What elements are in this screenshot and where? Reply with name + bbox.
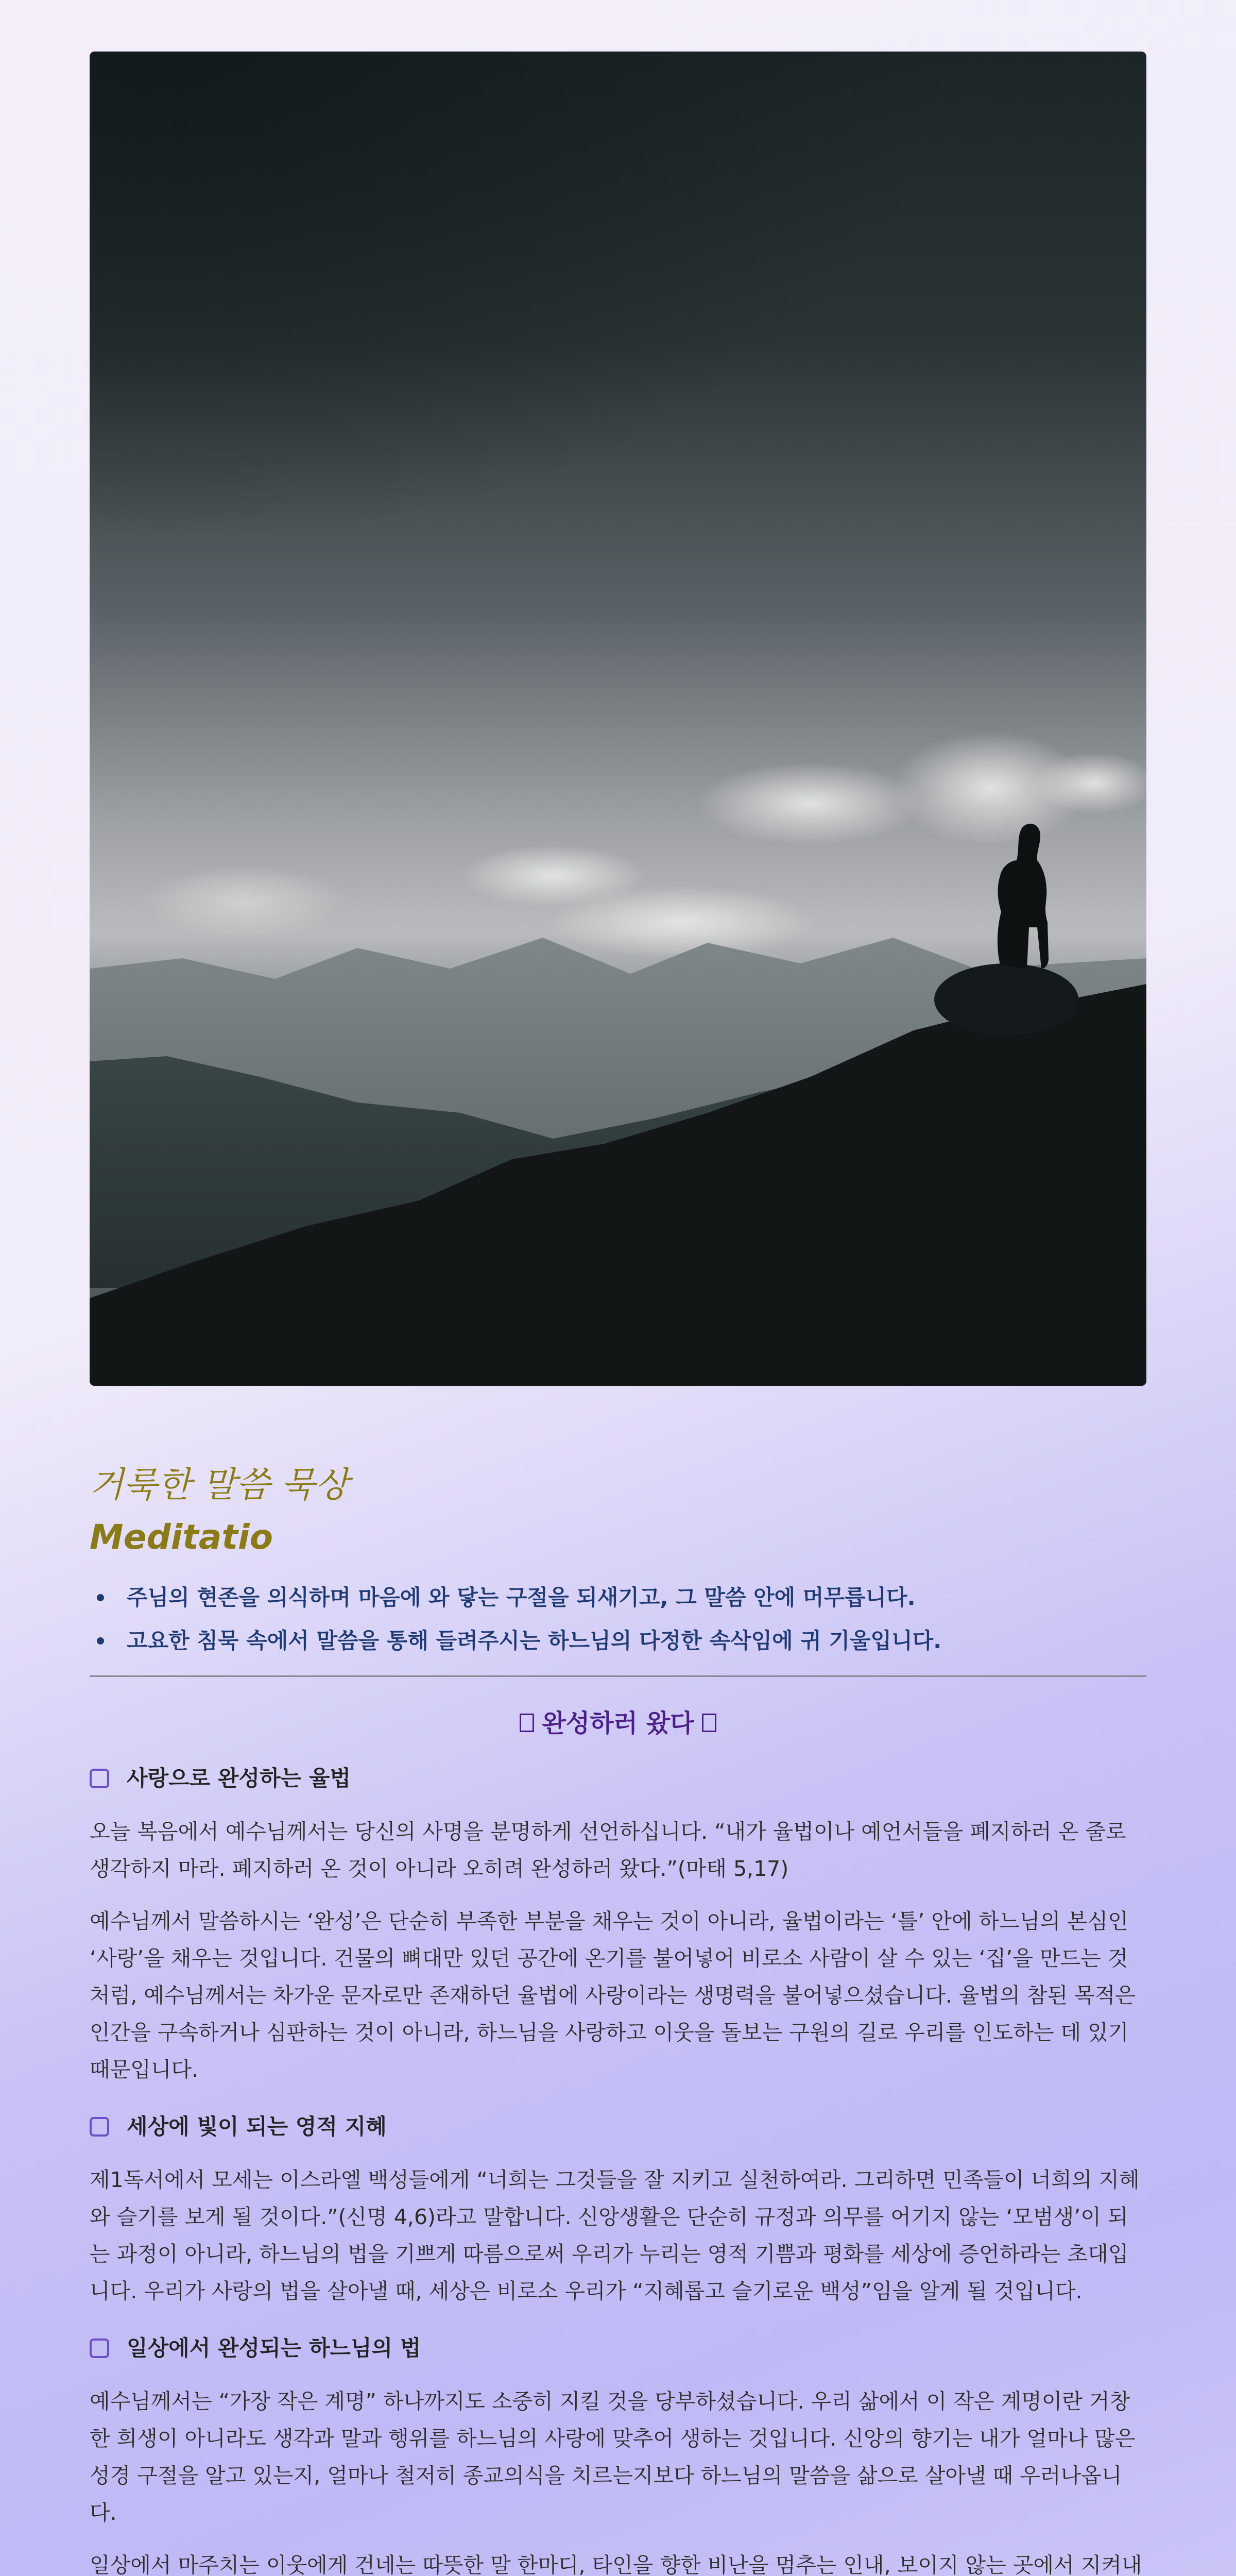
subheading-2: [90, 2112, 1146, 2142]
bullet-icon: [97, 1637, 104, 1645]
intro-item: [127, 1583, 1146, 1613]
subheading-text: 일상에서 완성되는 하느님의 법: [127, 2335, 421, 2361]
intro-item: [127, 1626, 1146, 1656]
intro-item-text: 주님의 현존을 의식하며 마음에 와 닿는 구절을 되새기고, 그 말씀 안에 머무릅니다.: [127, 1585, 916, 1610]
title-english: Meditatio: [90, 1517, 273, 1557]
paragraph: 제1독서에서 모세는 이스라엘 백성들에게 “너희는 그것들을 잘 지키고 실천하여라. 그리하면 민족들이 너희의 지혜와 슬기를 보게 될 것이다.”(신명 4,6)라고 말합니다. 신앙생활은 단순히 규정과 의무를 어기지 않는 ‘모범생’이 되는 과정이 아니라, 하느님의 법을 기쁘게 따름으로써 우리가 누리는 영적 기쁨과 평화를 세상에 증언하라는 초대입니다. 우리가 사랑의 법을 살아낼 때, 세상은 비로소 우리가 “지혜롭고 슬기로운 백성”임을 알게 될 것입니다.: [90, 2167, 1140, 2303]
paragraph: 오늘 복음에서 예수님께서는 당신의 사명을 분명하게 선언하십니다. “내가 율법이나 예언서들을 폐지하러 온 줄로 생각하지 마라. 폐지하러 온 것이 아니라 오히려 완성하러 왔다.”(마태 5,17): [90, 1819, 1126, 1881]
paragraph: 예수님께서 말씀하시는 ‘완성’은 단순히 부족한 부분을 채우는 것이 아니라, 율법이라는 ‘틀’ 안에 하느님의 본심인 ‘사랑’을 채우는 것입니다. 건물의 뼈대만 있던 공간에 온기를 불어넣어 비로소 사람이 살 수 있는 ‘집’을 만드는 것처럼, 예수님께서는 차가운 문자로만 존재하던 율법에 사랑이라는 생명력을 불어넣으셨습니다. 율법의 참된 목적은 인간을 구속하거나 심판하는 것이 아니라, 하느님을 사랑하고 이웃을 돌보는 구원의 길로 우리를 인도하는 데 있기 때문입니다.: [90, 1909, 1136, 2082]
missing-glyph-icon: [702, 1714, 716, 1732]
divider: [90, 1675, 1146, 1677]
bullet-icon: [97, 1594, 104, 1601]
section-heading: [90, 1707, 1146, 1740]
missing-glyph-icon: [520, 1714, 534, 1732]
hero-image: [90, 52, 1146, 1386]
paragraph: 일상에서 마주치는 이웃에게 건네는 따뜻한 말 한마디, 타인을 향한 비난을 멈추는 인내, 보이지 않는 곳에서 지켜내: [90, 2553, 1142, 2576]
subheading-text: 세상에 빛이 되는 영적 지혜: [127, 2114, 387, 2139]
intro-item-text: 고요한 침묵 속에서 말씀을 통해 들려주시는 하느님의 다정한 속삭임에 귀 기울입니다.: [127, 1628, 942, 1653]
silhouette-mountain-image: [90, 52, 1146, 1386]
article: [90, 52, 1146, 2576]
subheading-3: [90, 2333, 1146, 2363]
checkbox-icon: [90, 2338, 109, 2358]
section-heading-text: 완성하러 왔다: [542, 1709, 694, 1738]
checkbox-icon: [90, 1769, 109, 1788]
paragraph: 예수님께서는 “가장 작은 계명” 하나까지도 소중히 지킬 것을 당부하셨습니다. 우리 삶에서 이 작은 계명이란 거창한 희생이 아니라도 생각과 말과 행위를 하느님의 사랑에 맞추어 생하는 것입니다. 신앙의 향기는 내가 얼마나 많은 성경 구절을 알고 있는지, 얼마나 철저히 종교의식을 치르는지보다 하느님의 말씀을 삶으로 살아낼 때 우러나옵니다.: [90, 2389, 1136, 2525]
subheading-1: [90, 1764, 1146, 1793]
title-korean: 거룩한 말씀 묵상: [90, 1465, 349, 1505]
intro-list: [90, 1583, 1146, 1656]
subheading-text: 사랑으로 완성하는 율법: [127, 1766, 351, 1791]
checkbox-icon: [90, 2117, 109, 2137]
